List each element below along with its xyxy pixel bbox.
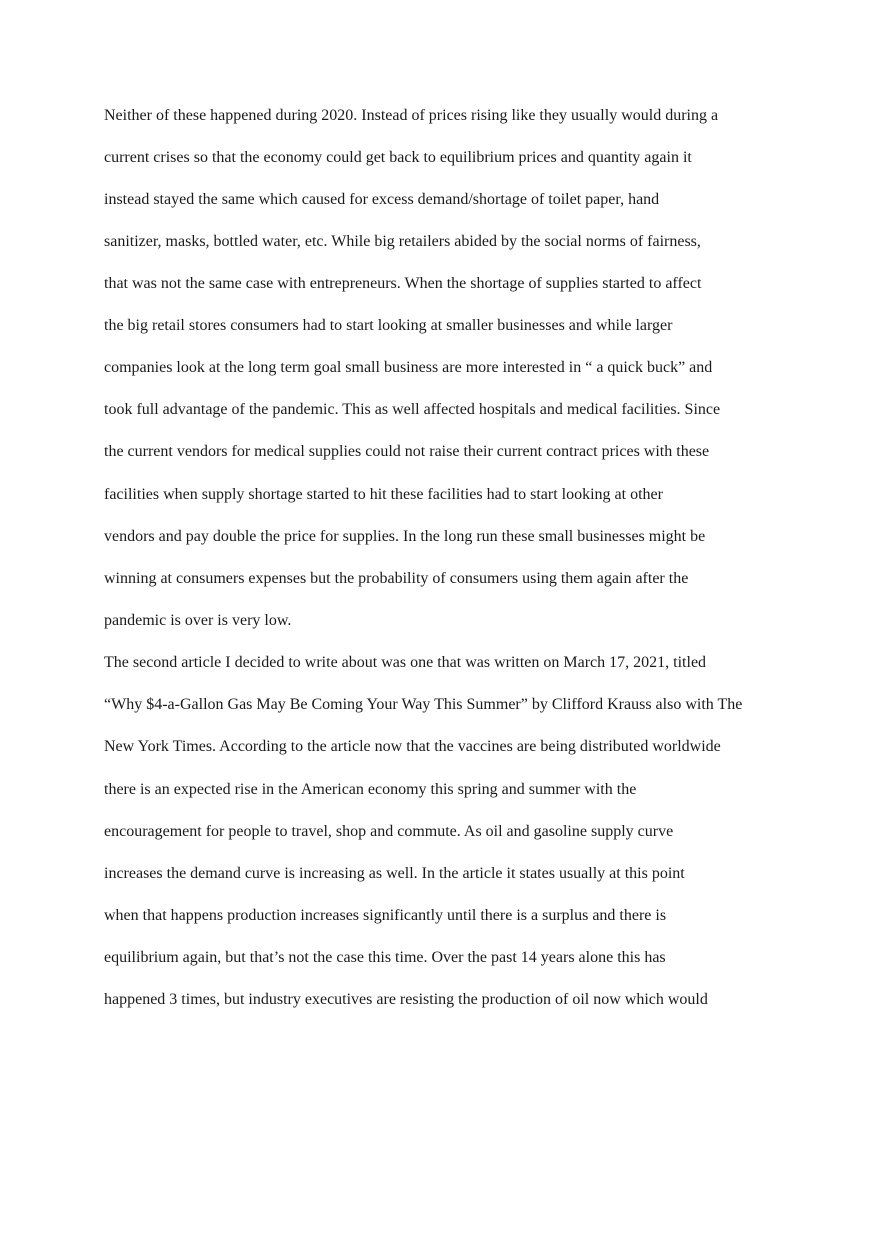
text-line: the big retail stores consumers had to start looking at smaller businesses and while larger — [104, 317, 673, 334]
text-line: “Why $4-a-Gallon Gas May Be Coming Your Way This Summer” by Clifford Krauss also with The — [104, 696, 743, 713]
text-line: The second article I decided to write about was one that was written on March 17, 2021, titled — [104, 654, 707, 671]
text-line: happened 3 times, but industry executives are resisting the production of oil now which would — [104, 991, 708, 1008]
text-line: the current vendors for medical supplies could not raise their current contract prices with these — [104, 443, 710, 460]
text-line: encouragement for people to travel, shop and commute. As oil and gasoline supply curve — [104, 823, 674, 840]
text-line: vendors and pay double the price for supplies. In the long run these small businesses might be — [104, 528, 706, 545]
text-line: sanitizer, masks, bottled water, etc. While big retailers abided by the social norms of fairness, — [104, 233, 701, 250]
text-line: when that happens production increases significantly until there is a surplus and there is — [104, 907, 667, 924]
text-line: there is an expected rise in the American economy this spring and summer with the — [104, 781, 637, 798]
text-line: winning at consumers expenses but the probability of consumers using them again after the — [104, 570, 689, 587]
text-line: that was not the same case with entrepreneurs. When the shortage of supplies started to affect — [104, 275, 702, 292]
text-line: equilibrium again, but that’s not the case this time. Over the past 14 years alone this has — [104, 949, 666, 966]
text-line: New York Times. According to the article now that the vaccines are being distributed worldwide — [104, 738, 721, 755]
text-line: pandemic is over is very low. — [104, 612, 292, 629]
text-line: instead stayed the same which caused for excess demand/shortage of toilet paper, hand — [104, 191, 660, 208]
text-line: Neither of these happened during 2020. Instead of prices rising like they usually would during a — [104, 107, 719, 124]
text-line: companies look at the long term goal small business are more interested in “ a quick buck” and — [104, 359, 713, 376]
text-line: took full advantage of the pandemic. This as well affected hospitals and medical facilities. Since — [104, 401, 721, 418]
text-line: facilities when supply shortage started to hit these facilities had to start looking at other — [104, 486, 663, 503]
text-line: increases the demand curve is increasing as well. In the article it states usually at this point — [104, 865, 685, 882]
text-line: current crises so that the economy could get back to equilibrium prices and quantity again it — [104, 149, 692, 166]
